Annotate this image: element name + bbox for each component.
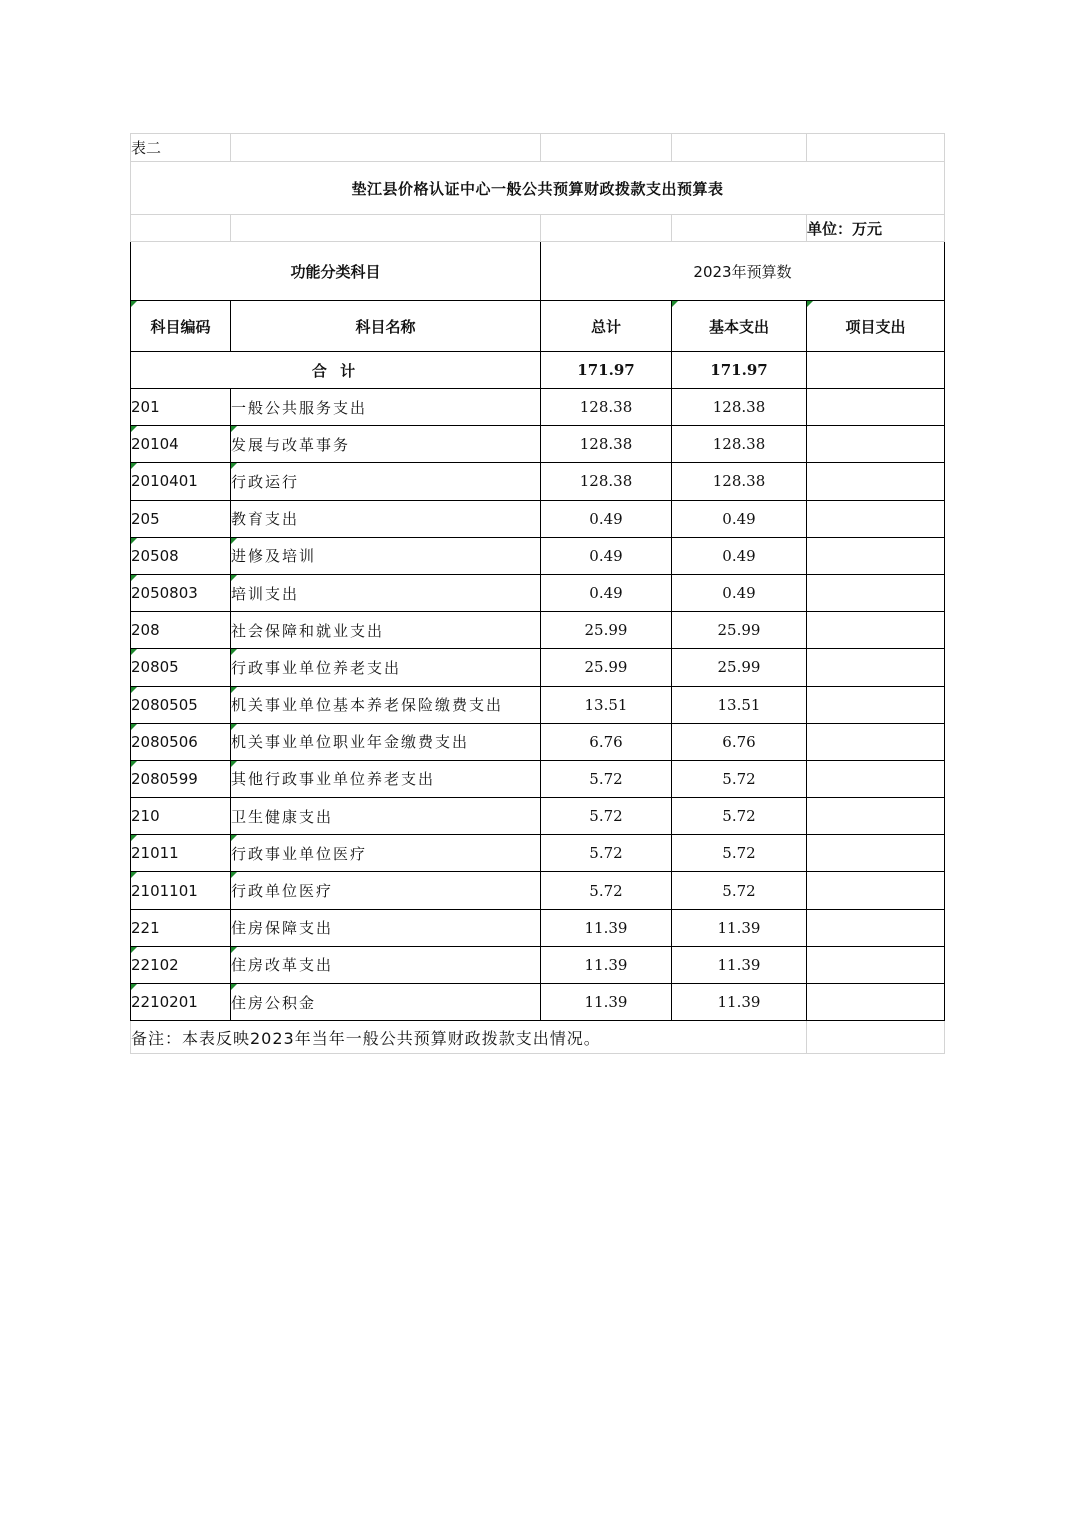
row-name: 行政运行 bbox=[231, 463, 541, 500]
row-total: 5.72 bbox=[541, 798, 672, 835]
row-basic: 128.38 bbox=[672, 463, 807, 500]
row-code: 2010401 bbox=[131, 463, 231, 500]
row-total: 11.39 bbox=[541, 909, 672, 946]
table-row bbox=[131, 537, 945, 574]
row-name: 住房保障支出 bbox=[231, 909, 541, 946]
row-code: 2080505 bbox=[131, 686, 231, 723]
total-label: 合 计 bbox=[131, 352, 541, 389]
footnote: 备注：本表反映2023年当年一般公共预算财政拨款支出情况。 bbox=[131, 1021, 807, 1054]
row-project bbox=[807, 760, 945, 797]
row-code: 2210201 bbox=[131, 984, 231, 1021]
row-basic: 128.38 bbox=[672, 426, 807, 463]
row-total: 5.72 bbox=[541, 835, 672, 872]
row-total: 128.38 bbox=[541, 426, 672, 463]
table-row bbox=[131, 649, 945, 686]
row-basic: 11.39 bbox=[672, 946, 807, 983]
row-project bbox=[807, 612, 945, 649]
row-project bbox=[807, 723, 945, 760]
table-row bbox=[131, 574, 945, 611]
header-columns-row bbox=[131, 301, 945, 352]
row-project bbox=[807, 946, 945, 983]
table-row bbox=[131, 686, 945, 723]
total-row bbox=[131, 352, 945, 389]
row-project bbox=[807, 835, 945, 872]
sheet-label: 表二 bbox=[131, 134, 231, 162]
table-row bbox=[131, 463, 945, 500]
row-code: 2101101 bbox=[131, 872, 231, 909]
row-code: 221 bbox=[131, 909, 231, 946]
row-code: 2080506 bbox=[131, 723, 231, 760]
row-name: 行政事业单位医疗 bbox=[231, 835, 541, 872]
row-code: 201 bbox=[131, 389, 231, 426]
row-name: 其他行政事业单位养老支出 bbox=[231, 760, 541, 797]
row-basic: 128.38 bbox=[672, 389, 807, 426]
row-name: 卫生健康支出 bbox=[231, 798, 541, 835]
table-row bbox=[131, 389, 945, 426]
note-row bbox=[131, 1021, 945, 1054]
unit-row bbox=[131, 215, 945, 242]
row-project bbox=[807, 574, 945, 611]
row-code: 2080599 bbox=[131, 760, 231, 797]
header-budget-year: 2023年预算数 bbox=[541, 242, 945, 301]
row-basic: 5.72 bbox=[672, 872, 807, 909]
row-project bbox=[807, 984, 945, 1021]
row-basic: 0.49 bbox=[672, 500, 807, 537]
table-row bbox=[131, 723, 945, 760]
row-project bbox=[807, 686, 945, 723]
row-code: 208 bbox=[131, 612, 231, 649]
row-code: 21011 bbox=[131, 835, 231, 872]
total-sum: 171.97 bbox=[541, 352, 672, 389]
header-name: 科目名称 bbox=[231, 301, 541, 352]
row-total: 11.39 bbox=[541, 984, 672, 1021]
row-code: 20508 bbox=[131, 537, 231, 574]
row-basic: 5.72 bbox=[672, 835, 807, 872]
budget-table bbox=[130, 133, 945, 1054]
row-project bbox=[807, 649, 945, 686]
row-basic: 25.99 bbox=[672, 612, 807, 649]
row-total: 128.38 bbox=[541, 389, 672, 426]
row-project bbox=[807, 537, 945, 574]
header-basic: 基本支出 bbox=[672, 301, 807, 352]
row-name: 培训支出 bbox=[231, 574, 541, 611]
table-row bbox=[131, 760, 945, 797]
row-total: 5.72 bbox=[541, 760, 672, 797]
table-row bbox=[131, 426, 945, 463]
row-code: 20805 bbox=[131, 649, 231, 686]
row-project bbox=[807, 909, 945, 946]
table-row bbox=[131, 872, 945, 909]
total-basic: 171.97 bbox=[672, 352, 807, 389]
title-row bbox=[131, 162, 945, 215]
row-basic: 11.39 bbox=[672, 984, 807, 1021]
row-name: 进修及培训 bbox=[231, 537, 541, 574]
row-name: 机关事业单位基本养老保险缴费支出 bbox=[231, 686, 541, 723]
row-basic: 25.99 bbox=[672, 649, 807, 686]
row-name: 行政事业单位养老支出 bbox=[231, 649, 541, 686]
row-basic: 0.49 bbox=[672, 537, 807, 574]
table-row bbox=[131, 500, 945, 537]
header-function-category: 功能分类科目 bbox=[131, 242, 541, 301]
header-code: 科目编码 bbox=[131, 301, 231, 352]
row-total: 5.72 bbox=[541, 872, 672, 909]
row-total: 13.51 bbox=[541, 686, 672, 723]
row-basic: 5.72 bbox=[672, 760, 807, 797]
table-row bbox=[131, 909, 945, 946]
row-name: 行政单位医疗 bbox=[231, 872, 541, 909]
total-project bbox=[807, 352, 945, 389]
row-total: 6.76 bbox=[541, 723, 672, 760]
row-project bbox=[807, 426, 945, 463]
sheet-label-row bbox=[131, 134, 945, 162]
row-project bbox=[807, 500, 945, 537]
table-row bbox=[131, 835, 945, 872]
header-group-row bbox=[131, 242, 945, 301]
row-total: 128.38 bbox=[541, 463, 672, 500]
row-code: 205 bbox=[131, 500, 231, 537]
table-row bbox=[131, 946, 945, 983]
row-code: 2050803 bbox=[131, 574, 231, 611]
row-name: 发展与改革事务 bbox=[231, 426, 541, 463]
row-name: 教育支出 bbox=[231, 500, 541, 537]
row-project bbox=[807, 389, 945, 426]
table-row bbox=[131, 612, 945, 649]
unit-label: 单位：万元 bbox=[807, 215, 945, 242]
row-total: 0.49 bbox=[541, 537, 672, 574]
row-total: 25.99 bbox=[541, 612, 672, 649]
header-total: 总计 bbox=[541, 301, 672, 352]
row-basic: 11.39 bbox=[672, 909, 807, 946]
row-name: 住房公积金 bbox=[231, 984, 541, 1021]
row-project bbox=[807, 798, 945, 835]
row-code: 210 bbox=[131, 798, 231, 835]
row-code: 20104 bbox=[131, 426, 231, 463]
row-basic: 5.72 bbox=[672, 798, 807, 835]
table-row bbox=[131, 984, 945, 1021]
row-basic: 13.51 bbox=[672, 686, 807, 723]
row-name: 机关事业单位职业年金缴费支出 bbox=[231, 723, 541, 760]
row-code: 22102 bbox=[131, 946, 231, 983]
row-basic: 0.49 bbox=[672, 574, 807, 611]
row-total: 11.39 bbox=[541, 946, 672, 983]
page-title: 垫江县价格认证中心一般公共预算财政拨款支出预算表 bbox=[131, 162, 945, 215]
row-project bbox=[807, 463, 945, 500]
table-row bbox=[131, 798, 945, 835]
row-basic: 6.76 bbox=[672, 723, 807, 760]
header-project: 项目支出 bbox=[807, 301, 945, 352]
row-total: 0.49 bbox=[541, 500, 672, 537]
row-name: 一般公共服务支出 bbox=[231, 389, 541, 426]
row-name: 社会保障和就业支出 bbox=[231, 612, 541, 649]
row-total: 0.49 bbox=[541, 574, 672, 611]
row-total: 25.99 bbox=[541, 649, 672, 686]
row-project bbox=[807, 872, 945, 909]
row-name: 住房改革支出 bbox=[231, 946, 541, 983]
